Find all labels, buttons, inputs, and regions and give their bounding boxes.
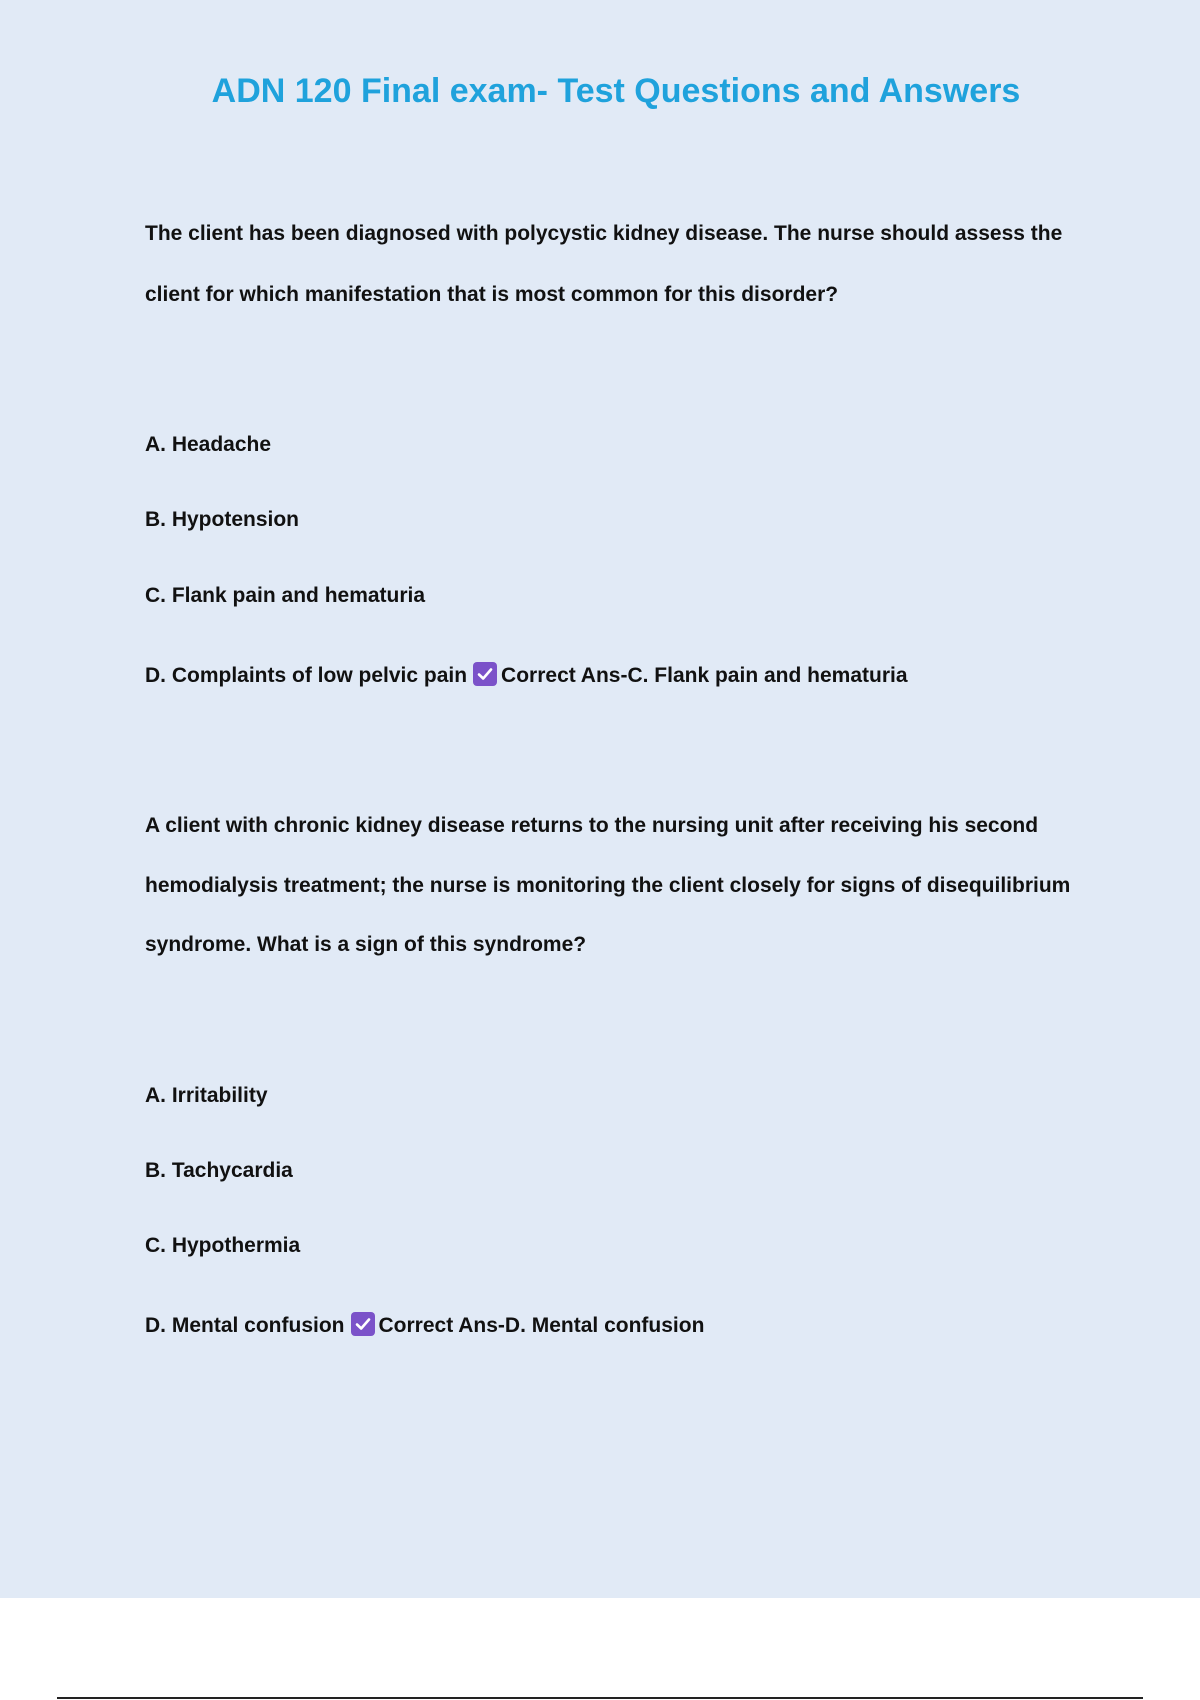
question-2-option-b: B. Tachycardia — [145, 1159, 293, 1182]
question-1-option-a: A. Headache — [145, 433, 272, 456]
question-1-option-d: D. Complaints of low pelvic pain — [145, 664, 468, 687]
question-1-option-d-row — [145, 662, 908, 688]
question-2-option-a: A. Irritability — [145, 1084, 268, 1107]
question-1-stem-line-2: client for which manifestation that is most common for this disorder? — [145, 283, 839, 306]
document-title: ADN 120 Final exam- Test Questions and Answers — [211, 72, 1021, 110]
question-2-stem-line-2: hemodialysis treatment; the nurse is monitoring the client closely for signs of disequilibrium — [145, 874, 1071, 897]
checkbox-checked-icon — [473, 662, 497, 686]
question-1-correct-answer: Correct Ans-C. Flank pain and hematuria — [501, 664, 908, 687]
checkbox-checked-icon — [351, 1312, 375, 1336]
question-2-stem-line-3: syndrome. What is a sign of this syndrome? — [145, 933, 587, 956]
question-2-option-d-row — [145, 1312, 704, 1338]
question-1-option-b: B. Hypotension — [145, 508, 300, 531]
question-2-correct-answer: Correct Ans-D. Mental confusion — [378, 1314, 705, 1337]
footer-divider — [57, 1697, 1143, 1699]
question-1-option-c: C. Flank pain and hematuria — [145, 584, 426, 607]
question-2-stem-line-1: A client with chronic kidney disease returns to the nursing unit after receiving his second — [145, 814, 1039, 837]
question-2-option-d: D. Mental confusion — [145, 1314, 345, 1337]
question-1-stem-line-1: The client has been diagnosed with polycystic kidney disease. The nurse should assess the — [145, 222, 1063, 245]
question-2-option-c: C. Hypothermia — [145, 1234, 301, 1257]
